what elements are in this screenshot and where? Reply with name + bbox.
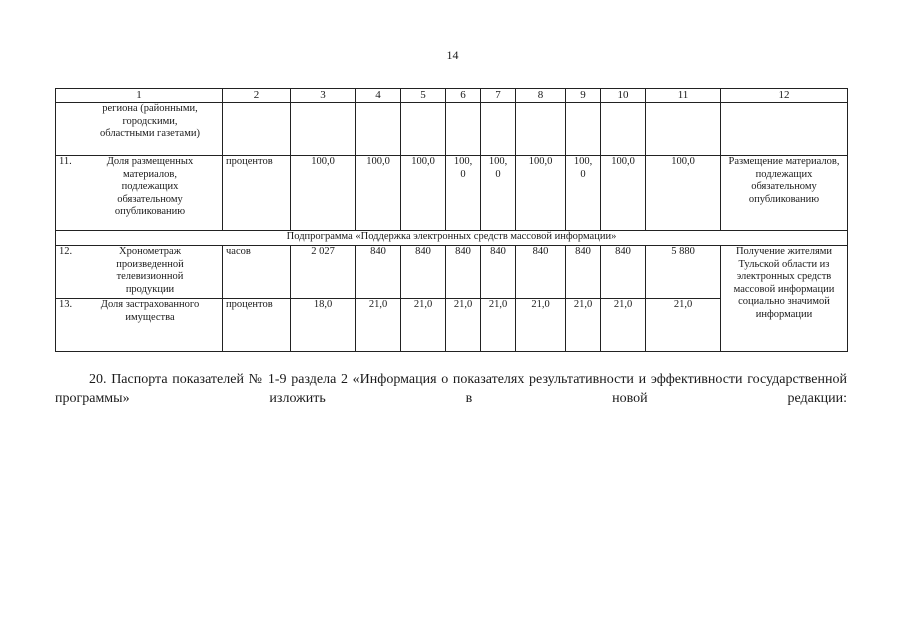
result-cell: Получение жителями Тульской области из электронных средств массовой информации социально значимой информации	[721, 246, 848, 352]
header-cell: 3	[291, 89, 356, 103]
subprogram-title: Подпрограмма «Поддержка электронных средств массовой информации»	[56, 231, 848, 246]
page-number: 14	[446, 48, 459, 62]
value-cell: 840	[481, 246, 516, 299]
header-cell: 8	[516, 89, 566, 103]
value-cell: 840	[566, 246, 601, 299]
value-cell: 840	[356, 246, 401, 299]
value-cell: 100,0	[646, 156, 721, 231]
header-cell: 10	[601, 89, 646, 103]
value-cell: 21,0	[446, 299, 481, 352]
header-cell: 12	[721, 89, 848, 103]
header-cell: 4	[356, 89, 401, 103]
header-cell: 7	[481, 89, 516, 103]
value-cell: 21,0	[646, 299, 721, 352]
indicator-name: региона (районными, городскими, областными газетами)	[100, 103, 200, 139]
value-cell: 21,0	[516, 299, 566, 352]
unit-cell: процентов	[223, 156, 291, 231]
subprogram-row	[56, 231, 848, 246]
header-cell: 2	[223, 89, 291, 103]
value-cell: 5 880	[646, 246, 721, 299]
result-cell: Размещение материалов, подлежащих обязательному опубликованию	[721, 156, 848, 231]
value-cell: 100, 0	[446, 156, 481, 231]
unit-cell: часов	[223, 246, 291, 299]
value-cell: 100,0	[601, 156, 646, 231]
value-cell: 100, 0	[566, 156, 601, 231]
value-cell: 18,0	[291, 299, 356, 352]
header-cell: 5	[401, 89, 446, 103]
value-cell: 21,0	[566, 299, 601, 352]
header-cell: 11	[646, 89, 721, 103]
table-header-row	[56, 89, 848, 103]
row-number: 11.	[59, 156, 72, 167]
value-cell: 21,0	[356, 299, 401, 352]
value-cell: 21,0	[481, 299, 516, 352]
value-cell: 100, 0	[481, 156, 516, 231]
value-cell: 2 027	[291, 246, 356, 299]
indicator-name: Доля застрахованного имущества	[100, 299, 200, 323]
value-cell: 840	[446, 246, 481, 299]
value-cell: 100,0	[356, 156, 401, 231]
value-cell: 840	[601, 246, 646, 299]
header-cell: 6	[446, 89, 481, 103]
table-row	[56, 103, 848, 156]
value-cell: 100,0	[401, 156, 446, 231]
body-paragraph: 20. Паспорта показателей № 1-9 раздела 2 «Информация о показателях результативности и эффективности государственной программы» изложить в новой редакции:	[55, 372, 847, 406]
value-cell: 21,0	[401, 299, 446, 352]
table-row	[56, 246, 848, 299]
indicator-name: Хронометраж произведенной телевизионной продукции	[116, 246, 184, 295]
indicator-name: Доля размещенных материалов, подлежащих обязательному опубликованию	[106, 156, 194, 217]
value-cell: 100,0	[291, 156, 356, 231]
unit-cell: процентов	[223, 299, 291, 352]
table-row	[56, 156, 848, 231]
value-cell: 100,0	[516, 156, 566, 231]
row-number: 12.	[59, 246, 73, 257]
value-cell: 840	[401, 246, 446, 299]
indicators-table	[55, 88, 848, 352]
value-cell: 840	[516, 246, 566, 299]
value-cell: 21,0	[601, 299, 646, 352]
header-cell: 9	[566, 89, 601, 103]
row-number: 13.	[59, 299, 73, 310]
header-cell: 1	[56, 89, 223, 103]
